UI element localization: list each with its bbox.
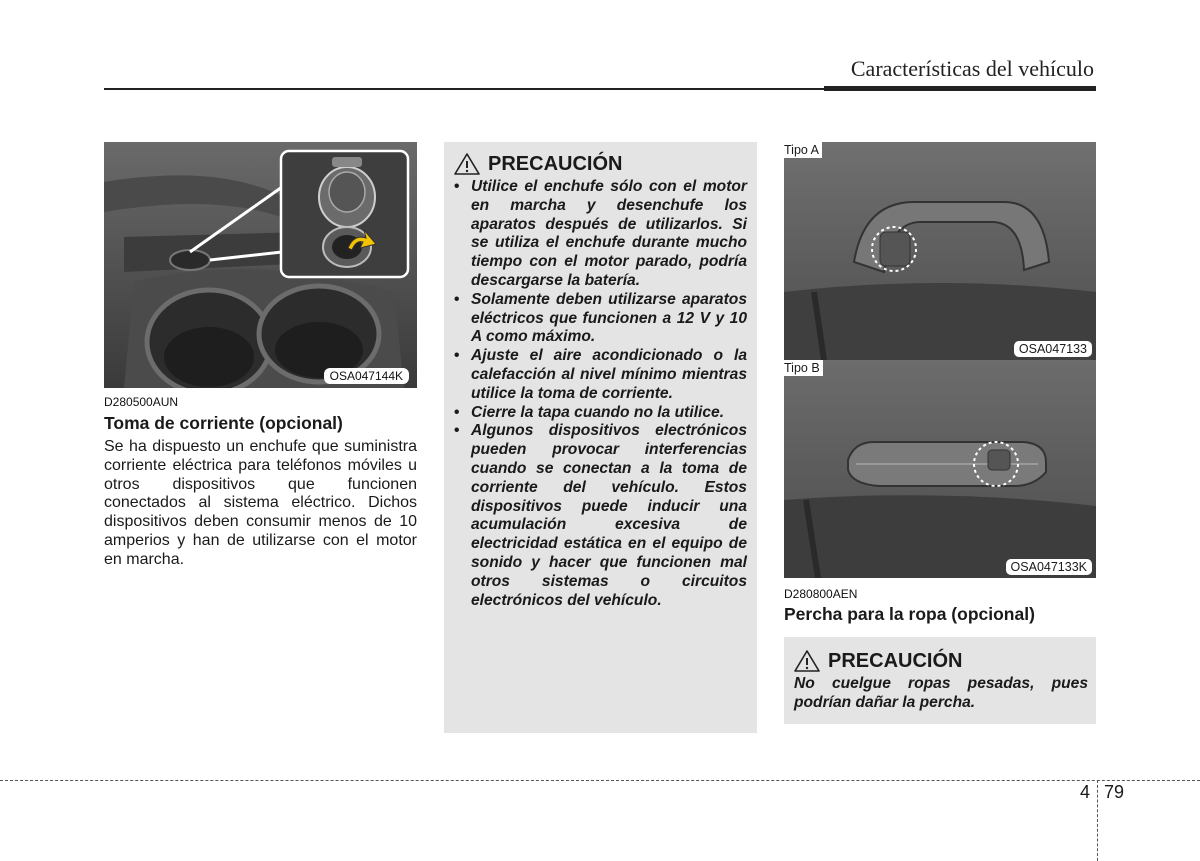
caution-box bbox=[444, 142, 757, 733]
figure-code: OSA047133K bbox=[1006, 559, 1092, 575]
power-outlet-illustration bbox=[104, 142, 417, 388]
caution-title: PRECAUCIÓN bbox=[828, 649, 963, 672]
caution-heading bbox=[454, 152, 622, 176]
footer-rule bbox=[0, 780, 1200, 781]
header-rule-accent bbox=[824, 86, 1096, 91]
caution-item: • Algunos dispositivos electrónicos pueden provocar interferencias cuando se conectan a la toma de corriente del vehículo. Estos dispositivos puede inducir una acumulación excesiva de electricidad estática en el equipo de sonido y hacer que funcionen mal otros sistemas o circuitos electrónicos del vehículo. bbox=[454, 422, 747, 610]
hanger-type-a-illustration bbox=[784, 142, 1096, 360]
figure-code: OSA047144K bbox=[324, 368, 409, 384]
hanger-type-a-figure bbox=[784, 142, 1096, 360]
caution-heading bbox=[794, 649, 962, 673]
caution-title: PRECAUCIÓN bbox=[488, 152, 623, 175]
chapter-number: 4 bbox=[1080, 782, 1091, 802]
page-number: 79 bbox=[1104, 782, 1125, 802]
caution-item: • Ajuste el aire acondicionado o la calefacción al nivel mínimo mientras utilice la toma de corriente. bbox=[454, 347, 747, 403]
footer-divider bbox=[1097, 780, 1098, 861]
section-code: D280500AUN bbox=[104, 395, 179, 409]
warning-triangle-icon bbox=[454, 152, 480, 176]
figure-type-label: Tipo B bbox=[784, 360, 823, 376]
section-code: D280800AEN bbox=[784, 587, 858, 601]
caution-item: • Utilice el enchufe sólo con el motor en marcha y desenchufe los aparatos después de utilizarlos. Si se utiliza el enchufe durante mucho tiempo con el motor parado, podría descargarse la batería. bbox=[454, 178, 747, 291]
caution-item: • Solamente deben utilizarse aparatos eléctricos que funcionen a 12 V y 10 A como máximo. bbox=[454, 291, 747, 347]
figure-code: OSA047133 bbox=[1014, 341, 1092, 357]
caution-box bbox=[784, 637, 1096, 724]
hanger-type-b-illustration bbox=[784, 360, 1096, 578]
hanger-type-b-figure bbox=[784, 360, 1096, 578]
section-title: Toma de corriente (opcional) bbox=[104, 413, 343, 433]
caution-list bbox=[454, 178, 747, 610]
page-header-title: Características del vehículo bbox=[850, 56, 1094, 81]
section-title: Percha para la ropa (opcional) bbox=[784, 604, 1035, 624]
caution-body: No cuelgue ropas pesadas, pues podrían dañar la percha. bbox=[794, 675, 1088, 711]
section-body: Se ha dispuesto un enchufe que suministra corriente eléctrica para teléfonos móviles u otros dispositivos que funcionen conectados al sistema eléctrico. Dichos dispositivos deben consumir menos de 10 amperios y han de utilizarse con el motor en marcha. bbox=[104, 438, 417, 568]
power-outlet-figure bbox=[104, 142, 417, 388]
warning-triangle-icon bbox=[794, 649, 820, 673]
figure-type-label: Tipo A bbox=[784, 142, 822, 158]
caution-item: • Cierre la tapa cuando no la utilice. bbox=[454, 404, 747, 423]
